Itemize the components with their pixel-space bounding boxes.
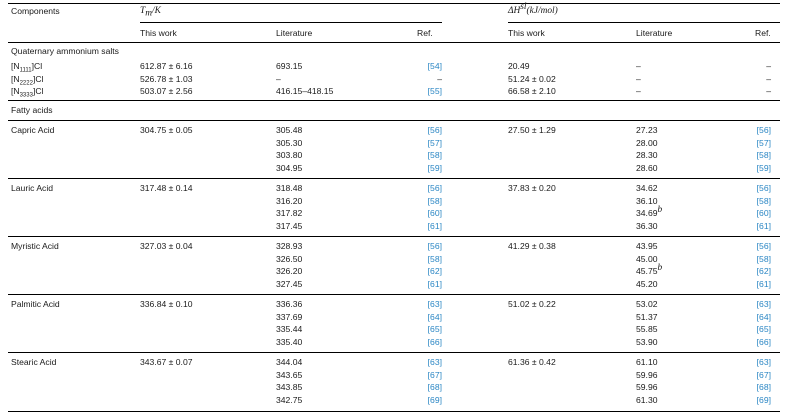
dh-ref-link: [58] [756,253,771,264]
dh-literature-number: 36.10 [636,195,658,206]
component-name [11,73,44,87]
dh-ref-link: [57] [756,137,771,148]
tm-literature-value: – [276,73,281,84]
dh-this-work-value: 66.58 ± 2.10 [508,86,556,97]
dh-literature-number: 61.10 [636,357,658,367]
dh-ref-link: [56] [756,183,771,193]
dh-literature-number: 59.96 [636,369,658,380]
tm-literature-value: 304.95 [276,162,303,173]
tm-literature-value: 344.04 [276,357,303,367]
tm-this-work-value: 327.03 ± 0.04 [140,241,193,251]
tm-literature-value: 335.44 [276,324,303,335]
tm-ref-link: [64] [427,311,442,322]
dh-literature-number: 53.02 [636,299,658,309]
footnote-marker: b [657,263,663,274]
dh-literature-number: 34.62 [636,183,658,193]
tm-ref-link: [61] [427,220,442,231]
salts-end-rule [8,100,780,101]
dh-literature-number: 36.30 [636,220,658,231]
tm-subscript: m [145,8,152,19]
tm-this-work-header: This work [140,28,177,38]
tm-literature-value: 318.48 [276,183,303,193]
dh-literature-value [636,338,658,347]
dh-ref-link: [63] [756,357,771,367]
component-name [11,86,44,99]
dh-literature-header: Literature [636,28,673,38]
tm-ref-link: [62] [427,266,442,277]
tm-ref-link: [69] [427,394,442,405]
dh-literature-number: 28.00 [636,137,658,148]
component-subscript: 3333 [19,92,33,99]
top-rule [8,3,780,4]
dh-literature-number: 43.95 [636,241,658,251]
dh-ref-link: [67] [756,369,771,380]
fatty-acid-name: Palmitic Acid [11,299,60,309]
dh-literature-value [636,164,658,173]
dh-literature-value [636,205,663,219]
tm-literature-value: 337.69 [276,311,303,322]
capric-end-rule [8,178,780,179]
dh-literature-number: 45.00 [636,253,658,264]
dh-this-work-value: 51.02 ± 0.22 [508,299,556,309]
tm-this-work-value: 336.84 ± 0.10 [140,299,193,309]
tm-symbol: T [140,6,146,16]
component-suffix: ]Cl [32,86,44,97]
dh-ref-link: [65] [756,324,771,335]
dh-this-work-value: 20.49 [508,61,530,71]
dh-superscript: sl [520,2,527,13]
tm-literature-value: 336.36 [276,299,303,309]
dh-group-rule [508,22,780,23]
tm-ref-link: [60] [427,208,442,219]
tm-this-work-value: 526.78 ± 1.03 [140,73,193,84]
tm-literature-value: 305.48 [276,125,303,135]
tm-literature-value: 416.15–418.15 [276,86,334,97]
dh-ref-link: [56] [756,241,771,251]
dh-literature-number: 59.96 [636,382,658,393]
footnote-marker: b [657,205,663,216]
group-title: Quaternary ammonium salts [11,46,119,56]
tm-literature-value: 303.80 [276,150,303,161]
dh-ref-link: [56] [756,125,771,135]
dh-literature-value [636,263,663,277]
dh-ref-link: [66] [756,336,771,347]
dh-literature-value [636,396,658,405]
dh-literature-value [636,280,658,289]
myristic-end-rule [8,294,780,295]
dh-literature-value [636,242,658,251]
tm-ref-link: [58] [427,195,442,206]
tm-this-work-value: 317.48 ± 0.14 [140,183,193,193]
dh-this-work-value: 61.36 ± 0.42 [508,357,556,367]
dh-literature-value [636,371,658,380]
tm-ref-link: [59] [427,162,442,173]
dh-this-work-value: 41.29 ± 0.38 [508,241,556,251]
fatty-acid-name: Lauric Acid [11,183,54,193]
tm-literature-value: 317.82 [276,208,303,219]
enthalpy-header [508,2,558,16]
component-prefix: [N [11,86,20,97]
header-bottom-rule [8,42,780,43]
dh-literature-number: 55.85 [636,324,658,335]
tm-ref-value: [54] [427,61,442,71]
melting-temperature-header [140,6,161,19]
dh-literature-value [636,313,658,322]
tm-ref-link: [56] [427,241,442,251]
tm-literature-header: Literature [276,28,313,38]
dh-literature-number: 28.30 [636,150,658,161]
dh-ref-link: [59] [756,162,771,173]
tm-literature-value: 326.20 [276,266,303,277]
group-title: Fatty acids [11,105,53,115]
tm-literature-value: 343.65 [276,369,303,380]
tm-this-work-value: 612.87 ± 6.16 [140,61,193,71]
component-subscript: 2222 [19,80,33,87]
component-prefix: [N [11,61,20,71]
component-subscript: 1111 [19,67,32,74]
tm-ref-link: [58] [427,150,442,161]
dh-literature-value [636,222,658,231]
bottom-rule [8,411,780,412]
tm-ref-value: [55] [427,86,442,97]
tm-ref-link: [57] [427,137,442,148]
dh-ref-link: [62] [756,266,771,277]
tm-ref-link: [63] [427,357,442,367]
tm-ref-link: [66] [427,336,442,347]
dh-ref-link: [60] [756,208,771,219]
palmitic-end-rule [8,352,780,353]
tm-ref-link: [58] [427,253,442,264]
dh-ref-value: – [766,61,771,71]
dh-ref-value: – [766,86,771,97]
tm-literature-value: 693.15 [276,61,303,71]
tm-literature-value: 343.85 [276,382,303,393]
tm-group-rule [140,22,442,23]
dh-literature-value [636,358,658,367]
dh-ref-link: [64] [756,311,771,322]
tm-literature-value: 328.93 [276,241,303,251]
dh-ref-value: – [766,73,771,84]
dh-literature-value [636,300,658,309]
dh-literature-number: 27.23 [636,125,658,135]
component-suffix: ]Cl [32,73,44,84]
tm-literature-value: 305.30 [276,137,303,148]
component-prefix: [N [11,73,20,84]
dh-ref-link: [69] [756,394,771,405]
fatty-acid-name: Capric Acid [11,125,55,135]
tm-ref-link: [63] [427,299,442,309]
dh-literature-value [636,126,658,135]
dh-literature-value: – [636,73,641,84]
tm-ref-header: Ref. [417,28,433,38]
dh-literature-value [636,184,658,193]
dh-ref-link: [58] [756,195,771,206]
dh-literature-number: 34.69 [636,208,658,219]
dh-this-work-value: 51.24 ± 0.02 [508,73,556,84]
dh-unit: (kJ/mol) [526,6,558,16]
tm-ref-value: – [437,73,442,84]
dh-ref-header: Ref. [755,28,771,38]
dh-literature-number: 45.75 [636,266,658,277]
dh-ref-link: [61] [756,278,771,289]
component-suffix: ]Cl [31,61,43,71]
dh-literature-value: – [636,86,641,97]
dh-ref-link: [63] [756,299,771,309]
dh-literature-value [636,255,658,264]
component-name [11,61,43,74]
tm-literature-value: 327.45 [276,278,303,289]
dh-ref-link: [61] [756,220,771,231]
fatty-acid-name: Myristic Acid [11,241,59,251]
tm-this-work-value: 304.75 ± 0.05 [140,125,193,135]
dh-literature-value [636,383,658,392]
tm-ref-link: [65] [427,324,442,335]
dh-delta: ΔH [508,6,521,16]
tm-literature-value: 317.45 [276,220,303,231]
tm-this-work-value: 343.67 ± 0.07 [140,357,193,367]
tm-ref-link: [68] [427,382,442,393]
dh-literature-number: 53.90 [636,336,658,347]
dh-ref-link: [58] [756,150,771,161]
tm-literature-value: 326.50 [276,253,303,264]
lauric-end-rule [8,236,780,237]
dh-this-work-value: 37.83 ± 0.20 [508,183,556,193]
tm-literature-value: 316.20 [276,195,303,206]
dh-literature-number: 51.37 [636,311,658,322]
dh-literature-number: 61.30 [636,394,658,405]
dh-literature-value: – [636,61,641,71]
dh-ref-link: [68] [756,382,771,393]
dh-literature-value [636,197,658,206]
tm-literature-value: 335.40 [276,336,303,347]
tm-this-work-value: 503.07 ± 2.56 [140,86,193,97]
dh-this-work-value: 27.50 ± 1.29 [508,125,556,135]
dh-this-work-header: This work [508,28,545,38]
components-header: Components [11,6,60,16]
tm-ref-link: [56] [427,125,442,135]
tm-literature-value: 342.75 [276,394,303,405]
fatty-acids-rule [8,120,780,121]
tm-ref-link: [56] [427,183,442,193]
tm-ref-link: [67] [427,369,442,380]
fatty-acid-name: Stearic Acid [11,357,57,367]
tm-unit: /K [152,6,161,16]
dh-literature-value [636,139,658,148]
dh-literature-value [636,325,658,334]
dh-literature-value [636,151,658,160]
dh-literature-number: 45.20 [636,278,658,289]
tm-ref-link: [61] [427,278,442,289]
dh-literature-number: 28.60 [636,162,658,173]
